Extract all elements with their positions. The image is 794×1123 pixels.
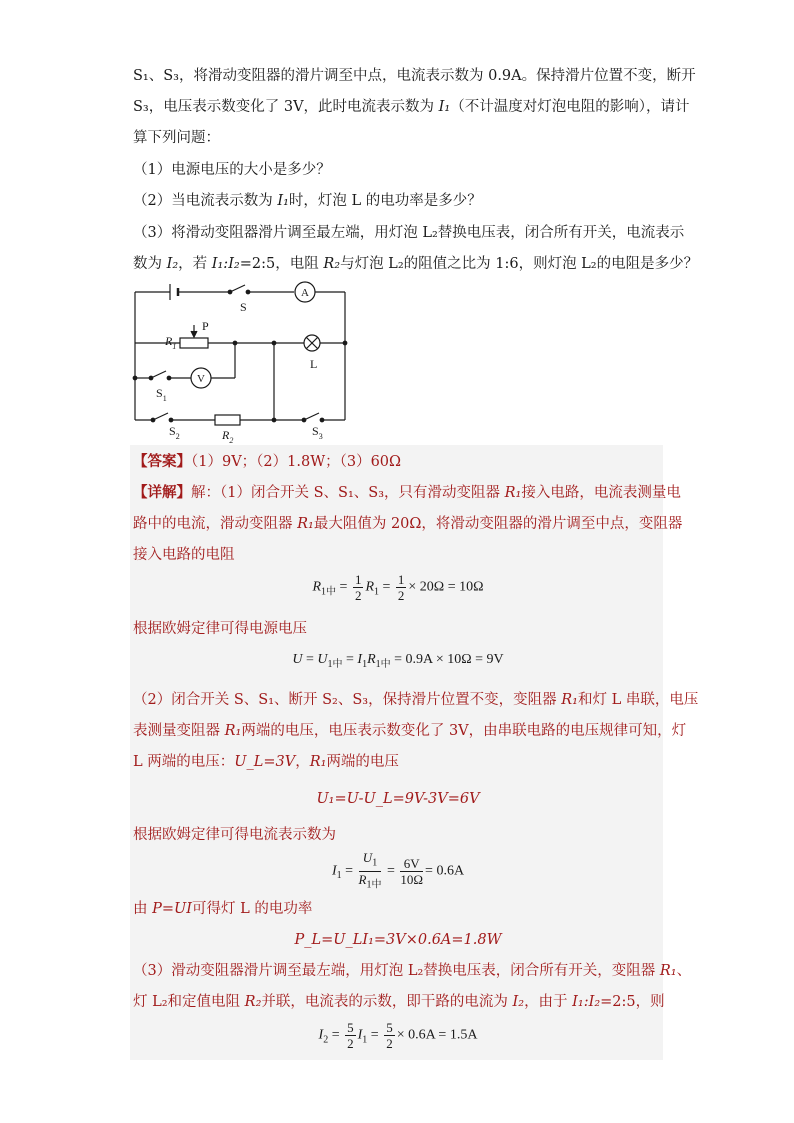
detail-p3-l1-a: （2）闭合开关 S、S₁、断开 S₂、S₃，保持滑片位置不变，变阻器 xyxy=(133,692,562,708)
detail-p3-l3-b: ， xyxy=(295,754,310,770)
question-line-2-var: I₁ xyxy=(438,99,451,115)
answer-line xyxy=(133,452,663,472)
detail-p1-l1-b: 接入电路，电流表测量电 xyxy=(521,485,681,501)
switch-s2-blade xyxy=(153,413,168,420)
switch-s1-blade xyxy=(151,371,166,378)
detail-p5-eq: P=UI xyxy=(152,901,192,917)
detail-p3-l2-a: 表测量变阻器 xyxy=(133,723,225,739)
equation-3-text: U₁=U-U_L=9V-3V=6V xyxy=(316,791,480,807)
equation-2-rhs: = 0.9A × 10Ω = 9V xyxy=(394,652,504,667)
switch-s3-blade xyxy=(304,413,319,420)
detail-p3-l1-var: R₁ xyxy=(561,692,578,708)
detail-p6-l2-a: 灯 L₂和定值电阻 xyxy=(133,994,245,1010)
q3-l2-a: 数为 xyxy=(133,256,167,272)
equation-3 xyxy=(133,789,663,809)
ammeter-label: A xyxy=(301,287,309,299)
question-2 xyxy=(133,191,663,211)
detail-p3-l3-eq: U_L=3V xyxy=(234,754,296,770)
q3-l2-c: =2:5，电阻 xyxy=(239,256,324,272)
switch-s-label: S xyxy=(240,300,247,314)
equation-4: $I_1$ = $\frac{U_1}{R_{1中}}$ = $\frac{6V}{10\Omega}$ = 0.6A xyxy=(331,850,465,891)
detail-p6-l1-b: 、 xyxy=(676,963,692,979)
r1-label: $R_1$ xyxy=(165,334,177,351)
detail-line-7 xyxy=(133,752,663,772)
equation-5 xyxy=(133,930,663,950)
fraction-u1-r1: $\frac{U_1}{R_{1中}}$ xyxy=(358,850,382,891)
detail-line-11 xyxy=(133,992,663,1012)
question-line-3: 算下列问题： xyxy=(133,130,220,146)
detail-p5-a: 由 xyxy=(133,901,153,917)
detail-line-9 xyxy=(133,899,663,919)
circuit-diagram xyxy=(128,280,358,445)
detail-p6-l2-var: R₂ xyxy=(244,994,262,1010)
voltmeter-label: V xyxy=(197,373,205,385)
question-line-2-b: （不计温度对灯泡电阻的影响），请计 xyxy=(450,99,690,115)
equation-4-rhs: = 0.6A xyxy=(425,863,465,879)
detail-p6-l2-b: 并联，电流表的示数，即干路的电流为 xyxy=(261,994,513,1010)
question-3-line-1: （3）将滑动变阻器滑片调至最左端，用灯泡 L₂替换电压表，闭合所有开关，电流表示 xyxy=(133,225,685,241)
r2-label: $R_2$ xyxy=(222,428,234,445)
detail-line-4: 根据欧姆定律可得电源电压 xyxy=(133,621,307,637)
fraction-half-2: $\frac{1}{2}$ xyxy=(397,572,405,603)
detail-p3-l2-var: R₁ xyxy=(224,723,242,739)
r1-rheostat xyxy=(180,338,208,348)
detail-p5-b: 可得灯 L 的电功率 xyxy=(191,901,313,917)
detail-p1-l1-var: R₁ xyxy=(504,485,522,501)
detail-p6-l2-d: =2:5，则 xyxy=(600,994,665,1010)
question-2-a: （2）当电流表示数为 xyxy=(133,193,278,209)
answer-text: （1）9V；（2）1.8W；（3）60Ω xyxy=(191,454,402,470)
question-2-b: 时，灯泡 L 的电功率是多少？ xyxy=(288,193,482,209)
question-line-1: S₁、S₃，将滑动变阻器的滑片调至中点，电流表示数为 0.9A。保持滑片位置不变，断开 xyxy=(133,68,696,84)
fraction-half-1: $\frac{1}{2}$ xyxy=(354,572,362,603)
detail-line-2 xyxy=(133,514,683,534)
detail-p3-l3-var: R₁ xyxy=(309,754,327,770)
equation-1-rhs: × 20Ω = 10Ω xyxy=(408,579,484,595)
answer-tag: 【答案】 xyxy=(133,453,191,470)
detail-tag: 【详解】 xyxy=(133,484,191,501)
detail-p1-l2-a: 路中的电流，滑动变阻器 xyxy=(133,516,298,532)
question-line-2-a: S₃，电压表示数变化了 3V，此时电流表示数为 xyxy=(133,99,439,115)
detail-p3-l3-a: L 两端的电压： xyxy=(133,754,235,770)
equation-2: $U = U_{1中} = I_1R_{1中} = 0.9A \times 10\Omega = 9V$ xyxy=(292,652,504,670)
fraction-6v-10ohm: $\frac{6V}{10\Omega}$ xyxy=(400,855,424,887)
r2-resistor xyxy=(215,415,240,425)
q3-l2-var1: I₂ xyxy=(166,256,179,272)
q3-l2-b: ，若 xyxy=(178,256,212,272)
detail-line-10 xyxy=(133,961,692,981)
q3-l2-var2: R₂ xyxy=(323,256,341,272)
slider-p-label: P xyxy=(202,319,209,333)
equation-6: $I_2$ = $\frac{5}{2}$ $I_1$ = $\frac{5}{2}$ × 0.6A = 1.5A xyxy=(318,1020,478,1051)
detail-p1-l2-var: R₁ xyxy=(297,516,314,532)
lamp-l-label: L xyxy=(310,357,318,371)
detail-p6-l2-var2: I₂ xyxy=(512,994,525,1010)
equation-1: $R_{1中}$ = $\frac{1}{2}$ $R_1$ = $\frac{1}{2}$ × 20Ω = 10Ω xyxy=(312,572,484,603)
detail-p6-l1-a: （3）滑动变阻器滑片调至最左端，用灯泡 L₂替换电压表，闭合所有开关，变阻器 xyxy=(133,963,660,979)
detail-p1-l1-a: 解：（1）闭合开关 S、S₁、S₃，只有滑动变阻器 xyxy=(191,485,505,501)
equation-5-text: P_L=U_LI₁=3V×0.6A=1.8W xyxy=(294,932,502,948)
question-1: （1）电源电压的大小是多少？ xyxy=(133,162,331,178)
detail-p3-l2-b: 两端的电压，电压表示数变化了 3V，由串联电路的电压规律可知，灯 xyxy=(241,723,687,739)
question-2-var: I₁ xyxy=(277,193,289,209)
detail-line-5 xyxy=(133,690,699,710)
detail-line-6 xyxy=(133,721,687,741)
switch-s2-label: $S_2$ xyxy=(169,424,180,441)
detail-p3-l1-b: 和灯 L 串联，电压 xyxy=(577,692,699,708)
switch-s1-label: $S_1$ xyxy=(156,386,167,403)
detail-line-3: 接入电路的电阻 xyxy=(133,547,235,563)
detail-p6-l1-var: R₁ xyxy=(659,963,677,979)
question-3-line-2 xyxy=(133,254,699,274)
detail-p6-l2-ratio: I₁:I₂ xyxy=(572,994,601,1010)
fraction-5-2-b: $\frac{5}{2}$ xyxy=(386,1020,393,1051)
detail-line-1 xyxy=(133,483,681,503)
fraction-5-2-a: $\frac{5}{2}$ xyxy=(347,1020,354,1051)
q3-l2-d: 与灯泡 L₂的阻值之比为 1:6，则灯泡 L₂的电阻是多少？ xyxy=(340,256,699,272)
switch-s3-label: $S_3$ xyxy=(312,424,323,441)
switch-s-blade xyxy=(230,285,245,292)
question-line-2 xyxy=(133,97,690,117)
q3-l2-ratio: I₁:I₂ xyxy=(211,256,240,272)
detail-p3-l3-c: 两端的电压 xyxy=(326,754,399,770)
equation-6-rhs: × 0.6A = 1.5A xyxy=(396,1027,478,1043)
detail-p1-l2-b: 最大阻值为 20Ω，将滑动变阻器的滑片调至中点，变阻器 xyxy=(313,516,683,532)
detail-line-8: 根据欧姆定律可得电流表示数为 xyxy=(133,827,336,843)
detail-p6-l2-c: ，由于 xyxy=(524,994,573,1010)
